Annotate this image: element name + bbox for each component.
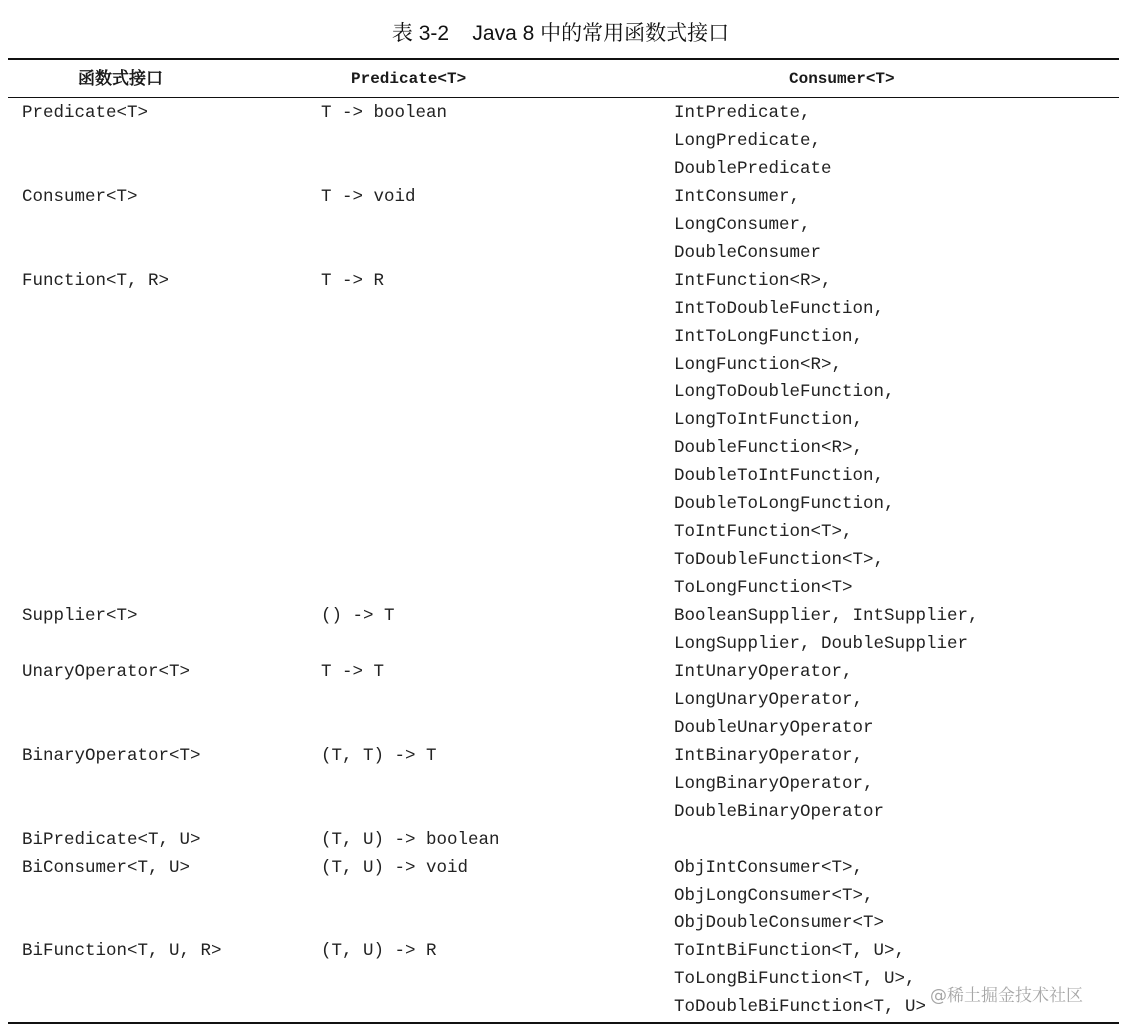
table-row (8, 938, 1119, 1022)
primitive-specializations (674, 743, 884, 827)
primitive-specialization: LongUnaryOperator, (674, 689, 864, 710)
primitive-specialization: ObjIntConsumer<T>, (674, 857, 864, 878)
bottom-rule (8, 1022, 1119, 1024)
primitive-specialization: IntFunction<R>, (674, 270, 832, 291)
table-header (8, 60, 1119, 97)
primitive-specialization: ToIntFunction<T>, (674, 522, 853, 543)
table-row (8, 184, 1119, 268)
primitive-specialization: DoubleToIntFunction, (674, 466, 885, 487)
primitive-specialization: ToLongBiFunction<T, U>, (674, 969, 916, 990)
primitive-specializations (674, 659, 874, 743)
primitive-specialization: DoubleConsumer (674, 242, 822, 263)
table-row (8, 827, 1119, 855)
primitive-specialization: ToDoubleFunction<T>, (674, 550, 885, 571)
primitive-specialization: DoubleUnaryOperator (674, 717, 874, 738)
header-interface: 函数式接口 (78, 69, 163, 89)
function-descriptor: () -> T (321, 606, 395, 627)
primitive-specialization: DoubleBinaryOperator (674, 801, 885, 822)
primitive-specialization: IntConsumer, (674, 186, 801, 207)
primitive-specialization: LongSupplier, DoubleSupplier (674, 634, 969, 655)
interface-name: Supplier<T> (22, 606, 138, 627)
function-descriptor: (T, T) -> T (321, 745, 437, 766)
interface-name: BiFunction<T, U, R> (22, 941, 222, 962)
primitive-specializations (674, 603, 979, 659)
interface-name: UnaryOperator<T> (22, 661, 191, 682)
interface-name: Predicate<T> (22, 103, 149, 123)
primitive-specialization: LongToDoubleFunction, (674, 382, 895, 403)
primitive-specialization: IntPredicate, (674, 103, 811, 123)
primitive-specialization: LongToIntFunction, (674, 410, 864, 431)
interface-name: Function<T, R> (22, 270, 170, 291)
primitive-specialization: ObjDoubleConsumer<T> (674, 913, 885, 934)
primitive-specialization: IntToDoubleFunction, (674, 298, 885, 319)
primitive-specialization: ObjLongConsumer<T>, (674, 885, 874, 906)
primitive-specialization: DoubleFunction<R>, (674, 438, 864, 459)
watermark: @稀土掘金技术社区 (930, 986, 1083, 1006)
table-row (8, 659, 1119, 743)
table-row (8, 100, 1119, 184)
primitive-specialization: ToDoubleBiFunction<T, U> (674, 997, 927, 1018)
primitive-specialization: DoubleToLongFunction, (674, 494, 895, 515)
table-row (8, 268, 1119, 603)
function-descriptor: T -> boolean (321, 103, 448, 123)
table-body (8, 98, 1119, 1022)
function-descriptor: (T, U) -> boolean (321, 829, 500, 850)
primitive-specialization: IntToLongFunction, (674, 326, 864, 347)
primitive-specializations (674, 100, 832, 184)
primitive-specialization: DoublePredicate (674, 158, 832, 179)
primitive-specialization: LongConsumer, (674, 214, 811, 235)
function-descriptor: T -> R (321, 270, 385, 291)
primitive-specializations (674, 855, 884, 939)
primitive-specialization: IntUnaryOperator, (674, 661, 853, 682)
primitive-specializations (674, 268, 895, 603)
primitive-specialization: LongPredicate, (674, 130, 822, 151)
primitive-specialization: ToLongFunction<T> (674, 578, 853, 598)
function-descriptor: T -> T (321, 661, 385, 682)
function-descriptor: T -> void (321, 186, 416, 207)
function-descriptor: (T, U) -> R (321, 941, 437, 962)
primitive-specialization: LongFunction<R>, (674, 354, 843, 375)
header-primitives: Consumer<T> (789, 70, 895, 88)
table-caption: 表 3-2 Java 8 中的常用函数式接口 (391, 22, 730, 45)
interface-name: BiConsumer<T, U> (22, 857, 191, 878)
interface-name: Consumer<T> (22, 186, 138, 207)
primitive-specialization: ToIntBiFunction<T, U>, (674, 941, 906, 962)
header-descriptor: Predicate<T> (351, 70, 467, 88)
interface-name: BinaryOperator<T> (22, 745, 201, 766)
table-row (8, 603, 1119, 659)
primitive-specialization: IntBinaryOperator, (674, 745, 864, 766)
table-row (8, 743, 1119, 827)
primitive-specialization: BooleanSupplier, IntSupplier, (674, 606, 979, 627)
primitive-specializations (674, 184, 821, 268)
primitive-specialization: LongBinaryOperator, (674, 773, 874, 794)
interface-name: BiPredicate<T, U> (22, 829, 201, 850)
functional-interfaces-table (8, 58, 1119, 1024)
primitive-specializations (674, 938, 926, 1022)
function-descriptor: (T, U) -> void (321, 857, 469, 878)
table-row (8, 855, 1119, 939)
